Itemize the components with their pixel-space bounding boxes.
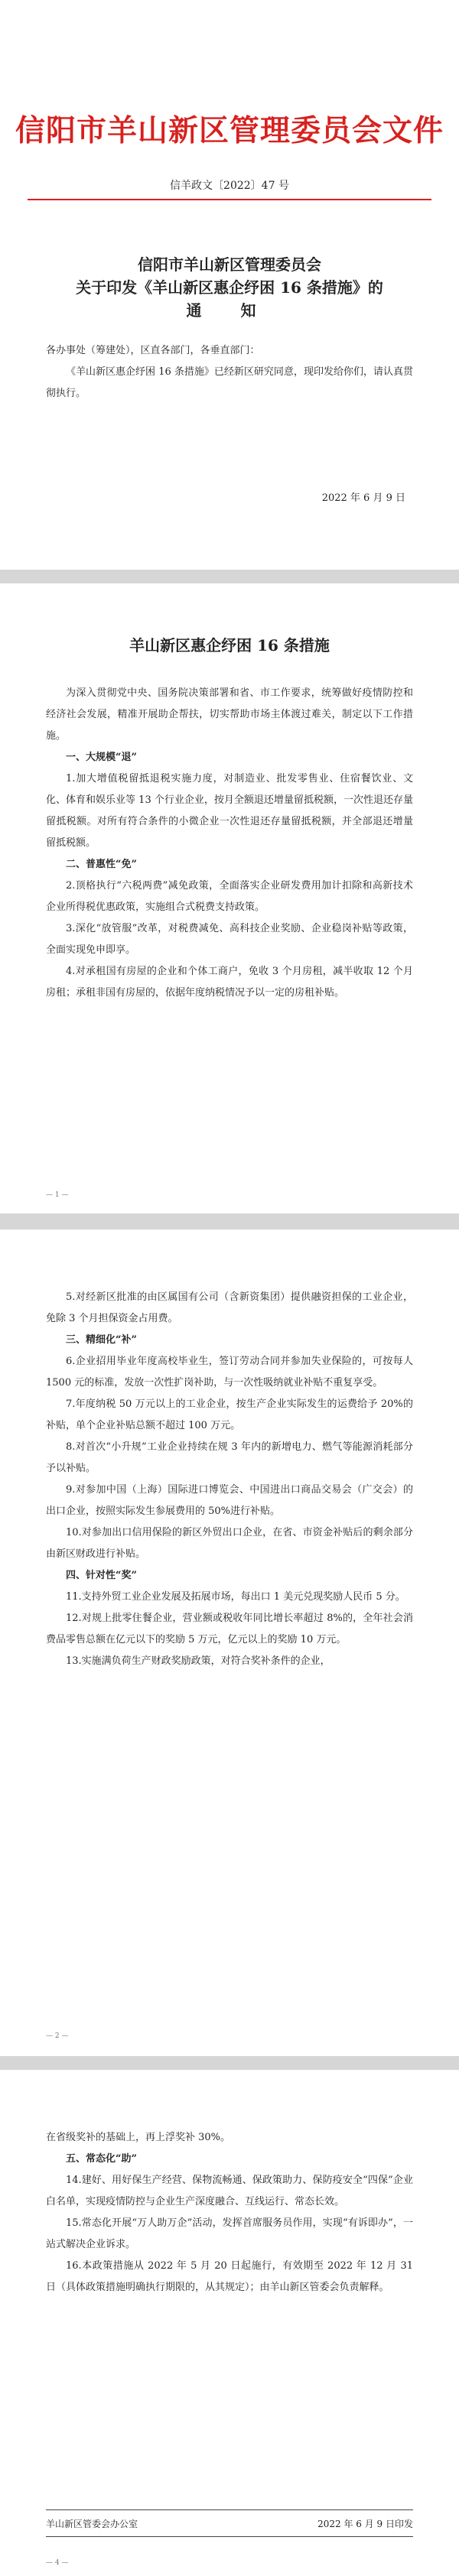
- page-number: — 4 —: [46, 2559, 69, 2567]
- measure-paragraph: 为深入贯彻党中央、国务院决策部署和省、市工作要求，统筹做好疫情防控和经济社会发展，精准开展助企帮扶，切实帮助市场主体渡过难关，制定以下工作措施。: [46, 687, 413, 742]
- measures-title: 羊山新区惠企纾困 16 条措施: [129, 636, 330, 655]
- section-heading: 三、精细化“补”: [66, 1334, 137, 1346]
- notice-paragraph: 《羊山新区惠企纾困 16 条措施》已经新区研究同意，现印发给你们，请认真贯彻执行。: [46, 366, 413, 399]
- measure-paragraph: 11.支持外贸工业企业发展及拓展市场，每出口 1 美元兑现奖励人民币 5 分。: [66, 1591, 405, 1603]
- measure-paragraph: 4.对承租国有房屋的企业和个体工商户，免收 3 个月房租，减半收取 12 个月房租；承租非国有房屋的，依据年度纳税情况予以一定的房租补贴。: [46, 966, 413, 999]
- footer-office: 羊山新区管委会办公室: [46, 2519, 138, 2529]
- document-banner: 信阳市羊山新区管理委员会文件: [15, 113, 444, 148]
- notice-body: [46, 340, 413, 404]
- page-3-body: [46, 1287, 413, 1672]
- page-4-body: [46, 2127, 413, 2298]
- page-3: [0, 1230, 459, 2056]
- page-number: — 1 —: [46, 1191, 69, 1199]
- document-number: 信羊政文〔2022〕47 号: [170, 180, 289, 192]
- footer-rule-bottom: [46, 2536, 413, 2537]
- footer-rule-top: [46, 2509, 413, 2510]
- measure-paragraph: 10.对参加出口信用保险的新区外贸出口企业，在省、市资金补贴后的剩余部分由新区财政进行补贴。: [46, 1527, 413, 1560]
- section-heading: 一、大规模“退”: [66, 752, 137, 763]
- measure-paragraph: 3.深化“放管服”改革，对税费减免、高科技企业奖励、企业稳岗补贴等政策，全面实现免申即享。: [46, 923, 413, 956]
- measure-paragraph: 1.加大增值税留抵退税实施力度，对制造业、批发零售业、住宿餐饮业、文化、体育和娱乐业等 13 个行业企业，按月全额退还增量留抵税额，一次性退还存量留抵税额。对所有符合条件的小微企业一次性退还存量留抵税额，并全部退还增量留抵税额。: [46, 773, 413, 849]
- measure-paragraph: 13.实施满负荷生产财政奖励政策，对符合奖补条件的企业，: [66, 1655, 330, 1667]
- page-2: [0, 583, 459, 1213]
- measure-paragraph: 5.对经新区批准的由区属国有公司（含新资集团）提供融资担保的工业企业，免除 3 个月担保资金占用费。: [46, 1291, 413, 1324]
- footer-print-date: 2022 年 6 月 9 日印发: [317, 2519, 413, 2529]
- measure-paragraph: 8.对首次“小升规”工业企业持续在规 3 年内的新增电力、燃气等能源消耗部分予以补贴。: [46, 1441, 413, 1474]
- recipients: 各办事处（筹建处），区直各部门，各垂直部门：: [46, 345, 260, 356]
- page-2-body: [46, 683, 413, 1004]
- issue-date: 2022 年 6 月 9 日: [321, 492, 405, 504]
- measure-paragraph: 2.顶格执行“六税两费”减免政策，全面落实企业研发费用加计扣除和高新技术企业所得税优惠政策，实施组合式税费支持政策。: [46, 880, 413, 913]
- notice-title-line-1: 信阳市羊山新区管理委员会: [138, 255, 321, 274]
- page-number: — 2 —: [46, 2032, 69, 2040]
- notice-title-line-2: 关于印发《羊山新区惠企纾困 16 条措施》的: [76, 278, 383, 297]
- section-heading: 五、常态化“助”: [66, 2153, 137, 2165]
- measure-paragraph: 7.年度纳税 50 万元以上的工业企业，按生产企业实际发生的运费给予 20%的补贴，单个企业补贴总额不超过 100 万元。: [46, 1398, 413, 1431]
- notice-title-line-3: 通 知: [186, 301, 273, 320]
- measure-paragraph: 15.常态化开展“万人助万企”活动，发挥首席服务员作用，实现“有诉即办”，一站式解决企业诉求。: [46, 2217, 413, 2250]
- measure-paragraph: 6.企业招用毕业年度高校毕业生，签订劳动合同并参加失业保险的，可按每人 1500 元的标准，发放一次性扩岗补助，与一次性吸纳就业补贴不重复享受。: [46, 1356, 413, 1389]
- section-heading: 四、针对性“奖”: [66, 1570, 137, 1581]
- measure-paragraph: 16.本政策措施从 2022 年 5 月 20 日起施行，有效期至 2022 年 12 月 31 日（具体政策措施明确执行期限的，从其规定）；由羊山新区管委会负责解释。: [46, 2260, 413, 2293]
- measure-paragraph: 12.对规上批零住餐企业，营业额或税收年同比增长率超过 8%的，全年社会消费品零售总额在亿元以下的奖励 5 万元，亿元以上的奖励 10 万元。: [46, 1613, 413, 1645]
- measure-paragraph: 9.对参加中国（上海）国际进口博览会、中国进出口商品交易会（广交会）的出口企业，按照实际发生参展费用的 50%进行补贴。: [46, 1484, 413, 1517]
- red-divider-line: [28, 199, 431, 200]
- section-heading: 二、普惠性“免”: [66, 859, 137, 870]
- page-4: [0, 2070, 459, 2576]
- page-1: [0, 0, 459, 570]
- measure-paragraph: 在省级奖补的基础上，再上浮奖补 30%。: [46, 2132, 231, 2143]
- measure-paragraph: 14.建好、用好保生产经营、保物流畅通、保政策助力、保防疫安全“四保”企业白名单，实现疫情防控与企业生产深度融合、互线运行、常态长效。: [46, 2175, 413, 2207]
- footer-issuer: [46, 2517, 413, 2530]
